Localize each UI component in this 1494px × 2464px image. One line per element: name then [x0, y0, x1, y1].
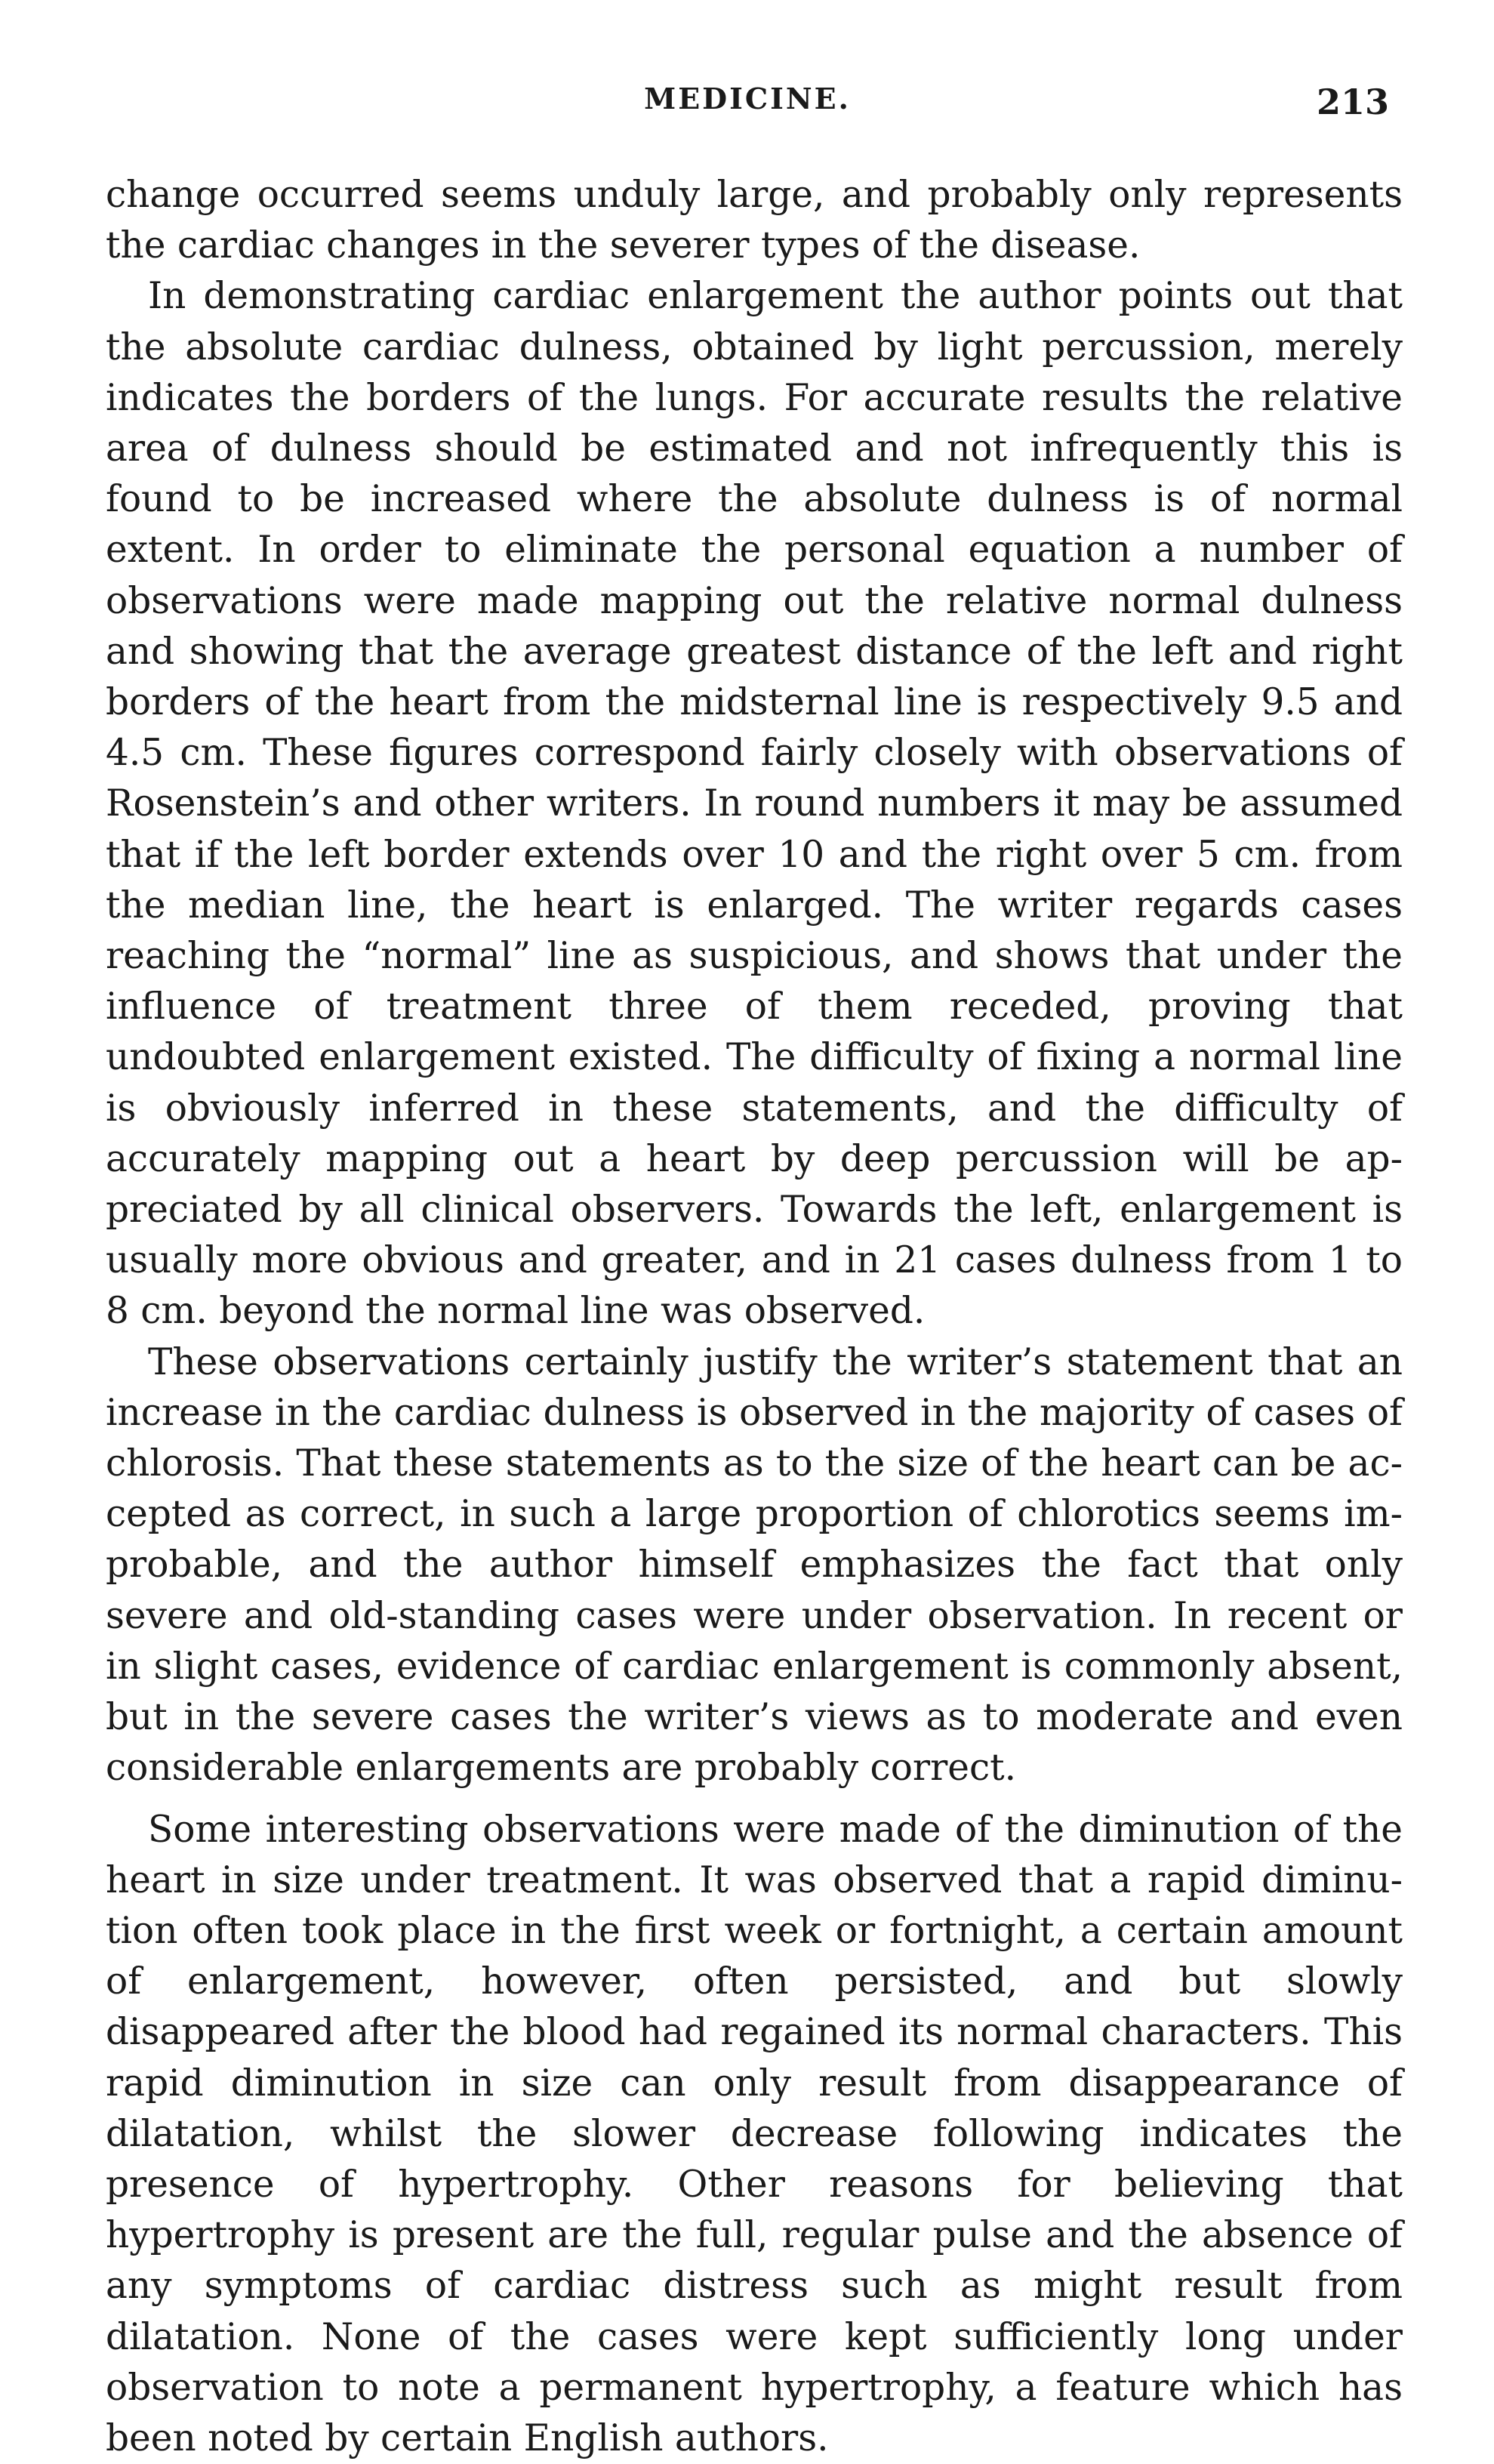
paragraph-continuation: change occurred seems unduly large, and probably only represents the cardiac changes in the severer types of the disease. [106, 170, 1403, 271]
paragraph-diminution: Some interesting observations were made of the diminution of the heart in size under treatment. It was observed that a rapid diminution often took place in the first week or fortnight, a certain amount of enlargement, however, often persisted, and but slowly disappeared after the blood had regained its normal characters. This rapid diminution in size can only result from disappearance of dilatation, whilst the slower decrease following indicates the presence of hypertrophy. Other reasons for believing that hypertrophy is present are the full, regular pulse and the absence of any symptoms of cardiac distress such as might result from dilatation. None of the cases were kept sufficiently long under observation to note a permanent hypertrophy, a feature which has been noted by certain English authors. [106, 1805, 1403, 2464]
paragraph-cardiac-enlargement: In demonstrating cardiac enlargement the author points out that the absolute cardiac dulness, obtained by light percussion, merely indicates the borders of the lungs. For accurate results the relative area of dulness should be estimated and not infrequently this is found to be increased where the absolute dulness is of normal extent. In order to eliminate the personal equation a number of observations were made mapping out the relative normal dulness and showing that the average greatest distance of the left and right borders of the heart from the midsternal line is respectively 9.5 and 4.5 cm. These figures correspond fairly closely with observations of Rosenstein’s and other writers. In round numbers it may be assumed that if the left border extends over 10 and the right over 5 cm. from the median line, the heart is enlarged. The writer regards cases reaching the “normal” line as suspicious, and shows that under the influence of treatment three of them receded, proving that undoubted enlargement existed. The difficulty of fixing a normal line is obviously inferred in these statements, and the difficulty of accurately mapping out a heart by deep percussion will be appreciated by all clinical observers. Towards the left, enlargement is usually more obvious and greater, and in 21 cases dulness from 1 to 8 cm. beyond the normal line was observed. [106, 271, 1403, 1337]
paragraph-observations-justify: These observations certainly justify the writer’s statement that an increase in the cardiac dulness is observed in the majority of cases of chlorosis. That these statements as to the size of the heart can be accepted as correct, in such a large proportion of chlorotics seems improbable, and the author himself emphasizes the fact that only severe and old-standing cases were under observation. In recent or in slight cases, evidence of cardiac enlargement is commonly absent, but in the severe cases the writer’s views as to moderate and even considerable enlargements are probably correct. [106, 1337, 1403, 1794]
running-head [106, 82, 1389, 127]
page-number: 213 [1317, 82, 1389, 122]
running-title: MEDICINE. [106, 82, 1389, 116]
body-text [106, 170, 1403, 2464]
